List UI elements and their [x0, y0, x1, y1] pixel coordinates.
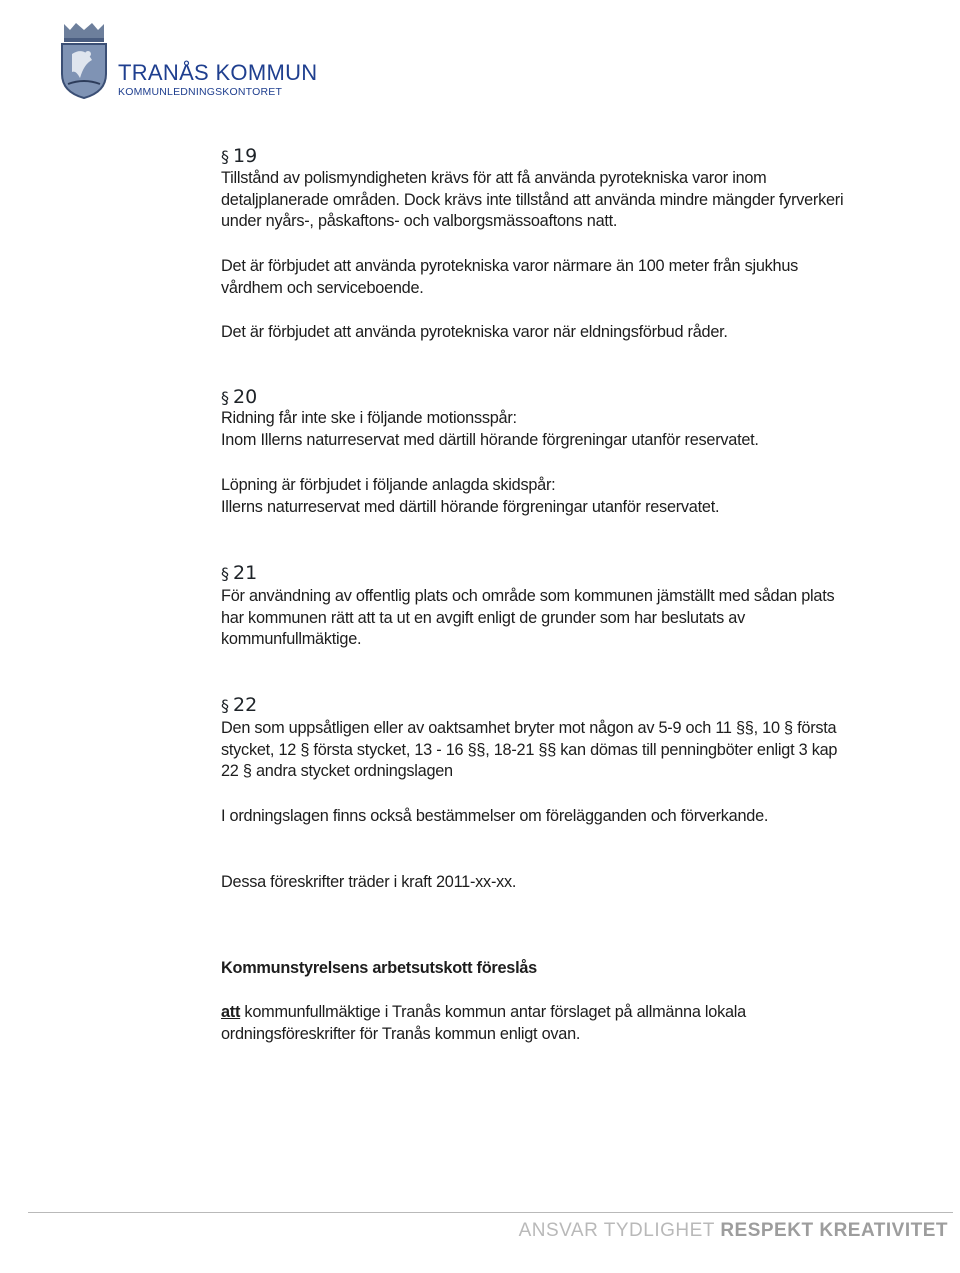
- att-keyword: att: [221, 1003, 241, 1021]
- section-symbol: §: [221, 696, 229, 715]
- decision-heading: Kommunstyrelsens arbetsutskott föreslås: [221, 959, 537, 977]
- coat-of-arms-icon: [58, 20, 110, 100]
- section-21-paragraph-1: För användning av offentlig plats och område som kommunen jämställt med sådan plats har kommunen rätt att ta ut en avgift enligt de grunder som har beslutats av kommunfullmäktige.: [221, 587, 835, 648]
- section-symbol: §: [221, 388, 229, 407]
- section-19-paragraph-2: Det är förbjudet att använda pyrotekniska varor närmare än 100 meter från sjukhus vårdhem och serviceboende.: [221, 257, 799, 297]
- section-symbol: §: [221, 564, 229, 583]
- section-19-paragraph-1: Tillstånd av polismyndigheten krävs för att få använda pyrotekniska varor inom detaljplanerade områden. Dock krävs inte tillstånd att använda mindre mängder fyrverkeri under nyårs-, påskaftons- och valborgsmässoaftons natt.: [221, 169, 844, 230]
- footer-slogan: ANSVAR TYDLIGHET RESPEKT KREATIVITET: [518, 1220, 948, 1241]
- section-20-paragraph-1: Ridning får inte ske i följande motionsspår: Inom Illerns naturreservat med därtill hörande förgreningar utanför reservatet.: [221, 409, 759, 449]
- section-19-heading: § 19: [221, 145, 258, 167]
- department-name: KOMMUNLEDNINGSKONTORET: [118, 86, 283, 98]
- footer-divider: [28, 1212, 953, 1213]
- section-symbol: §: [221, 147, 229, 166]
- section-20-heading: § 20: [221, 386, 258, 408]
- letterhead: [56, 20, 356, 110]
- section-20-paragraph-2: Löpning är förbjudet i följande anlagda skidspår: Illerns naturreservat med därtill hörande förgreningar utanför reservatet.: [221, 476, 720, 516]
- section-22-paragraph-1: Den som uppsåtligen eller av oaktsamhet bryter mot någon av 5-9 och 11 §§, 10 § första stycket, 12 § första stycket, 13 - 16 §§, 18-21 §§ kan dömas till penningböter enligt 3 kap 22 § andra stycket ordningslagen: [221, 719, 838, 780]
- section-19-paragraph-3: Det är förbjudet att använda pyrotekniska varor när eldningsförbud råder.: [221, 323, 728, 341]
- section-22-heading: § 22: [221, 694, 258, 716]
- organization-name: TRANÅS KOMMUN: [118, 60, 318, 85]
- section-22-paragraph-2: I ordningslagen finns också bestämmelser om förelägganden och förverkande.: [221, 807, 769, 825]
- effective-date-paragraph: Dessa föreskrifter träder i kraft 2011-xx-xx.: [221, 873, 517, 891]
- decision-proposal: att kommunfullmäktige i Tranås kommun antar förslaget på allmänna lokala ordningsföreskrifter för Tranås kommun enligt ovan.: [221, 1003, 746, 1043]
- section-21-heading: § 21: [221, 562, 258, 584]
